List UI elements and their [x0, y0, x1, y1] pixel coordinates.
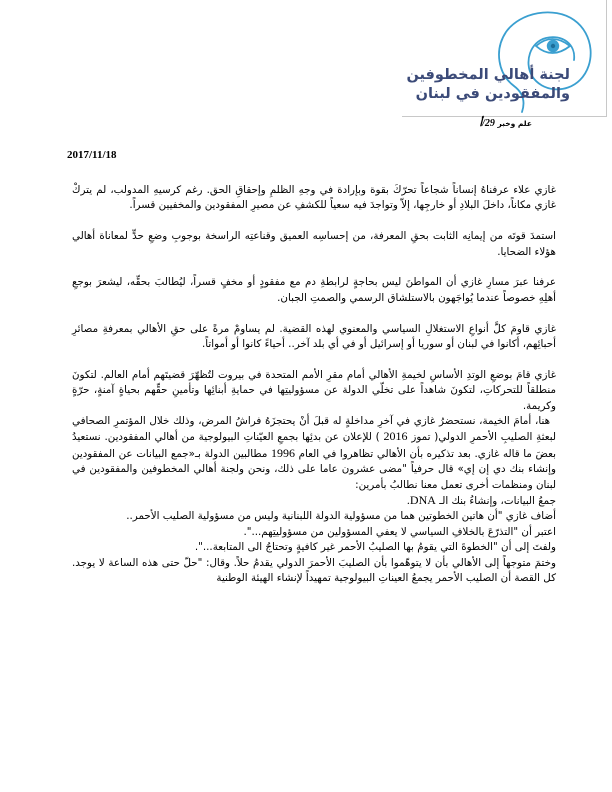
- paragraph-4: غازي قاومَ كلَّ أنواعِ الاستغلالِ السياسي والمعنوي لهذه القضية. لم يساومْ مرةً على حقِ الأهالي بمعرفةِ مصائرِ أحبائِهم، أكانوا في لبنان أو سوريا أو إسرائيل أو في أي بلد آخر.. أحياءً كانوا أو أمواتاً.: [72, 322, 556, 351]
- registration-reference: [479, 118, 532, 129]
- paragraph-5b-start: هنا، أمامَ الخيمة، نستحضرُ غازي في آخرِ مداخلةٍ له قبلَ أنْ يحتجزَهُ فراشُ المرض، وذلك خلال المؤتمرِ الصحافي لبعثةِ الصليبِ الأحمرِ الدولي( تموز: [72, 415, 556, 444]
- closing-3: ولفتَ إلى أن "الخطوةَ التي يقومُ بها الصليبُ الأحمر غير كافيةٍ وتحتاجُ الى المتابعة...".: [194, 541, 556, 554]
- logo-line-2: والمفقودين في لبنان: [415, 86, 570, 102]
- year-2016: 2016: [383, 429, 408, 444]
- paragraph-5b: [72, 414, 556, 493]
- letter-body: [72, 183, 556, 587]
- paragraph-5b-end: ) للإعلان عن بدئِها بجمعِ العيّناتِ البيولوجية من أهالي المفقودين. نستعيدُ بعضَ ما قاله غازي. بعد تذكيره بأن الأهالي تظاهروا في العام: [72, 431, 556, 460]
- logo-frame: [402, 0, 607, 117]
- closing-4: وختمَ متوجهاً إلى الأهالي بأن لا يتوهّموا بأن الصليبَ الأحمرَ الدولي يقدمُ حلاً. وقال: "حلّ حتى هذه الساعة لا يوجد. كل القصة أن الصليب الأحمر يجمعُ العيناتِ البيولوجية تمهيداً لإنشاء الهيئة الوطنية: [72, 556, 556, 585]
- dna-label: DNA.: [406, 493, 436, 508]
- paragraph-1: غازي علاء عرفناهُ إنساناً شجاعاً تحرّكَ بقوة وبإرادة في وجهِ الظلمِ وإحقاقِ الحق. رغم كرسيهِ المدولب، لم يتركْ غازي مكاناً، داخلَ البلادِ أو خارجِها، إلاّ وتواجدَ فيه سعياً للكشفِ عن مصيرِ المفقودين والمخفيين قسراً.: [72, 184, 556, 212]
- paragraph-3: عرفنا عبرَ مسارِ غازي أن المواطنَ ليس بحاجةٍ لرابطةِ دم مع مفقودٍ أو مخفٍ قسراً، ليُطالبَ بحقِّه، ليشعرَ بوجعِ أهلِهِ خصوصاً عندما يُواجَهون بالاستلشاق الرسمي والصمتِ الجبان.: [72, 276, 556, 304]
- year-1996: 1996: [271, 445, 296, 460]
- organization-logo-text: [406, 66, 570, 104]
- registration-number: 29/أ: [479, 118, 495, 129]
- document-date: 2017/11/18: [67, 149, 117, 161]
- closing-1: أضاف غازي "أن هاتين الخطوتين هما من مسؤولية الدولة اللبنانية وليس من مسؤولية الصليب الأحمر..: [126, 510, 556, 523]
- closing-2: اعتبر أن "التذرّعَ بالخلافِ السياسي لا يعفي المسؤولين من مسؤوليتِهم...".: [243, 525, 556, 538]
- demands-text: جمعُ البيانات، وإنشاءُ بنك الـ: [439, 495, 556, 508]
- demands-line: [72, 493, 556, 509]
- paragraph-5a: غازي قامَ بوضعِ الوتدِ الأساسِ لخيمةِ الأهالي أمام مقرِ الأمم المتحدة في بيروت لتُظهّرَ قضيتَهم أمام العالم. لتكونَ منطلقاً للتحركاتِ، لتكونَ شاهداً على تخلّي الدولة عن مسؤوليتِها في حمايةِ أبنائِها وتأمينِ حقِّهم بحياةٍ آمنةٍ، حرّةٍ وكريمة.: [72, 368, 556, 412]
- registration-label: علم وخبر: [497, 119, 532, 128]
- logo-line-1: لجنة أهالي المخطوفين: [406, 67, 570, 83]
- paragraph-2: استمدَ قوتَه من إيمانِه الثابت بحقِ المعرفة، من إحساسِه العميق وقناعتِه الراسخة بوجوبِ وضعِ حدٍّ لمعاناة أهالي هؤلاء الضحايا.: [72, 230, 556, 258]
- paragraph-5b-tail: مطالبين الدولة بـ«جمع البيانات عن المفقودين وإنشاء بنك دي إن إي» قال حرفياً "مضى عشرون عاما على ذلك، ونحن ولجنة أهالي المخطوفين والمفقودين في لبنان ومنظمات أخرى تعمل معنا نطالبُ بأمرين:: [72, 447, 556, 491]
